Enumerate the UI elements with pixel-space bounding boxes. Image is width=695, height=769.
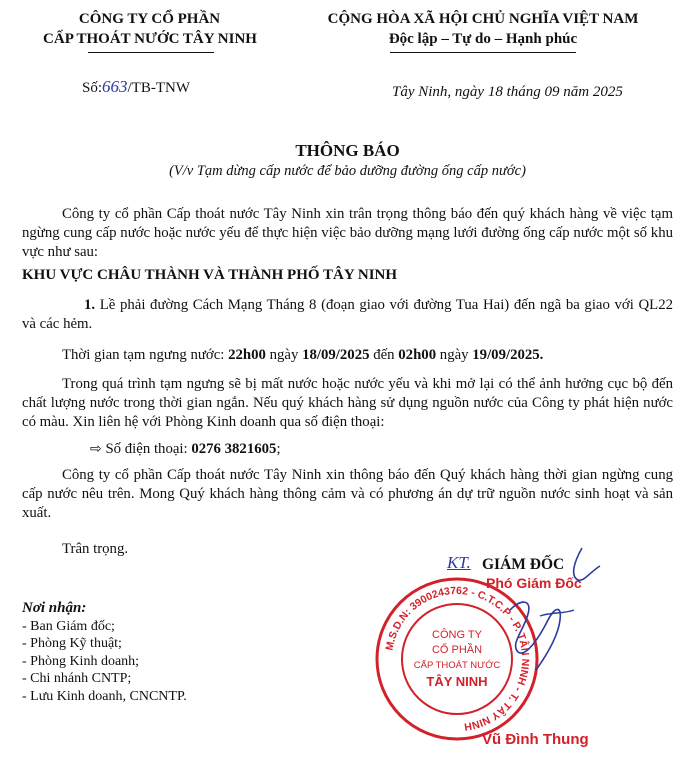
date-end: 19/09/2025. [472,347,544,363]
outage-time [62,346,543,365]
regards: Trân trọng. [62,541,129,557]
recipient-item: - Ban Giám đốc; [22,618,115,634]
intro-paragraph: Công ty cổ phần Cấp thoát nước Tây Ninh xin trân trọng thông báo đến quý khách hàng về việc tạm ngừng cung cấp nước hoặc nước yếu để thực hiện việc bảo dưỡng mạng lưới đường ống cấp nước một số khu vực như sau: [22,206,673,260]
arrow-icon: ⇨ [90,441,102,457]
recipient-item: - Lưu Kinh doanh, CNCNTP. [22,688,187,704]
number-handwritten: 663 [102,77,128,96]
number-suffix: /TB-TNW [127,80,190,96]
number-prefix: Số: [82,80,103,96]
stamp-line-1: CÔNG TY [432,629,482,641]
document-subtitle: (V/v Tạm dừng cấp nước để bảo dưỡng đường ống cấp nước) [169,163,526,179]
stamp-line-3: CẤP THOÁT NƯỚC [413,660,501,671]
stamp-line-4: TÂY NINH [426,674,488,689]
national-motto: Độc lập – Tự do – Hạnh phúc [388,31,578,47]
signature-title: GIÁM ĐỐC [482,556,565,573]
motto-underline [390,52,576,53]
company-name-line2: CẤP THOÁT NƯỚC TÂY NINH [43,31,257,47]
national-title: CỘNG HÒA XÃ HỘI CHỦ NGHĨA VIỆT NAM [327,11,639,27]
stamp-ring-text: M.S.D.N: 3900243762 - C.T.C.P - P. TÂN NINH - T. TÂY NINH [383,584,532,733]
recipients-heading: Nơi nhận: [22,600,87,616]
document-number [82,77,190,97]
time-end: 02h00 [398,347,437,363]
time-day-word-1: ngày [265,347,303,363]
deputy-title: Phó Giám Đốc [486,575,582,591]
handwritten-signature [470,540,620,680]
time-label: Thời gian tạm ngưng nước: [62,347,229,363]
time-to-word: đến [369,347,399,363]
notice-paragraph: Trong quá trình tạm ngưng sẽ bị mất nước hoặc nước yếu và khi mở lại có thể ảnh hưởng cục bộ đến chất lượng nước trong thời gian ngắn. Nếu quý khách hàng sử dụng nguồn nước của Công ty phát hiện nước có màu. Xin liên hệ với Phòng Kinh doanh qua số điện thoại: [22,376,673,430]
company-name-line1: CÔNG TY CỔ PHẦN [78,11,221,27]
recipient-item: - Chi nhánh CNTP; [22,671,132,686]
item-1-number: 1. [84,297,96,313]
phone-number: 0276 3821605 [191,441,277,457]
phone-line [90,440,281,459]
document-title: THÔNG BÁO [295,141,400,160]
recipient-item: - Phòng Kỹ thuật; [22,636,122,651]
recipient-item: - Phòng Kinh doanh; [22,653,140,669]
stamp-line-2: CỔ PHẦN [431,644,483,656]
date-line: Tây Ninh, ngày 18 tháng 09 năm 2025 [392,84,623,100]
closing-paragraph: Công ty cổ phần Cấp thoát nước Tây Ninh xin thông báo đến Quý khách hàng thời gian ngừng cung cấp nước nêu trên. Mong Quý khách hàng thông cảm và có phương án dự trữ nguồn nước sinh hoạt và sản xuất. [22,467,673,521]
time-start: 22h00 [228,347,266,363]
item-1 [22,296,673,334]
phone-label: Số điện thoại: [105,441,192,457]
recipients-block [22,600,187,705]
date-start: 18/09/2025 [302,347,370,363]
item-1-text: Lề phải đường Cách Mạng Tháng 8 (đoạn giao với đường Tua Hai) đến ngã ba giao với QL22 và các hẻm. [22,297,673,332]
kt-handwritten: KT. [447,553,471,572]
time-day-word-2: ngày [436,347,473,363]
phone-end: ; [276,441,281,457]
area-heading: KHU VỰC CHÂU THÀNH VÀ THÀNH PHỐ TÂY NINH [22,267,398,283]
company-underline [88,52,214,53]
signer-name: Vũ Đình Thung [482,731,589,748]
